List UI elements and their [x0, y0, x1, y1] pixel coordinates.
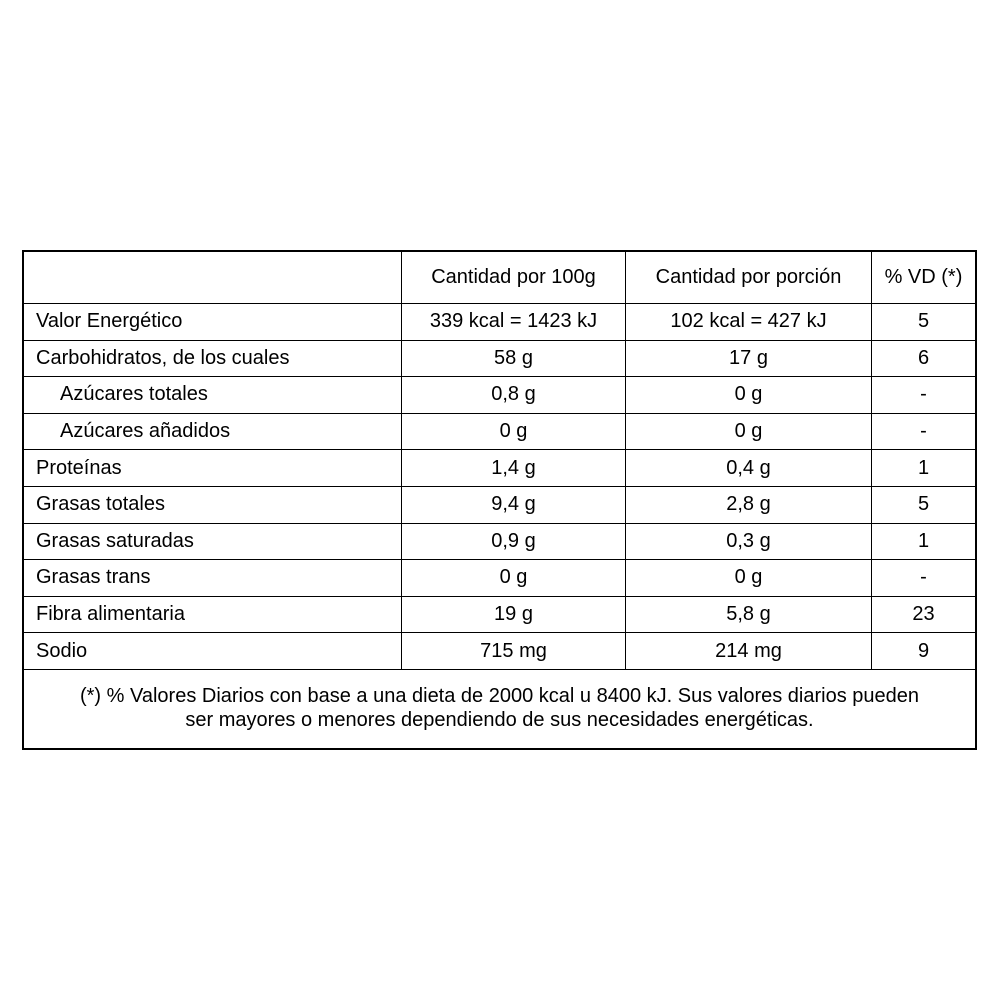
nutrient-name: Sodio	[24, 633, 402, 670]
daily-value-percent: 1	[872, 523, 976, 560]
table-row	[24, 304, 975, 341]
nutrient-name: Fibra alimentaria	[24, 596, 402, 633]
amount-per-100g: 19 g	[402, 596, 626, 633]
daily-value-percent: 6	[872, 340, 976, 377]
daily-value-percent: 9	[872, 633, 976, 670]
header-nutrient	[24, 252, 402, 304]
amount-per-100g: 9,4 g	[402, 486, 626, 523]
table-row	[24, 450, 975, 487]
table-row	[24, 560, 975, 597]
table-row	[24, 486, 975, 523]
header-daily-value: % VD (*)	[872, 252, 976, 304]
nutrition-facts-panel	[22, 250, 977, 750]
footnote-line-1: (*) % Valores Diarios con base a una dieta de 2000 kcal u 8400 kJ. Sus valores diarios pueden	[79, 684, 919, 707]
nutrient-name: Grasas totales	[24, 486, 402, 523]
amount-per-portion: 2,8 g	[626, 486, 872, 523]
table-body	[24, 304, 975, 670]
amount-per-portion: 0 g	[626, 377, 872, 414]
daily-value-percent: -	[872, 377, 976, 414]
amount-per-100g: 0 g	[402, 560, 626, 597]
table-row	[24, 633, 975, 670]
nutrient-name: Azúcares añadidos	[24, 413, 402, 450]
table-row	[24, 377, 975, 414]
table-row	[24, 340, 975, 377]
daily-value-percent: 23	[872, 596, 976, 633]
amount-per-100g: 0 g	[402, 413, 626, 450]
daily-value-percent: -	[872, 413, 976, 450]
amount-per-portion: 0 g	[626, 560, 872, 597]
header-per-100g: Cantidad por 100g	[402, 252, 626, 304]
amount-per-100g: 0,8 g	[402, 377, 626, 414]
amount-per-100g: 715 mg	[402, 633, 626, 670]
amount-per-100g: 339 kcal = 1423 kJ	[402, 304, 626, 341]
nutrient-name: Grasas trans	[24, 560, 402, 597]
table-header-row	[24, 252, 975, 304]
amount-per-100g: 1,4 g	[402, 450, 626, 487]
amount-per-portion: 102 kcal = 427 kJ	[626, 304, 872, 341]
daily-value-percent: 1	[872, 450, 976, 487]
table-row	[24, 413, 975, 450]
daily-value-footnote	[24, 670, 975, 732]
nutrient-name: Azúcares totales	[24, 377, 402, 414]
header-per-portion: Cantidad por porción	[626, 252, 872, 304]
footnote-line-2: ser mayores o menores dependiendo de sus necesidades energéticas.	[185, 708, 814, 731]
nutrient-name: Carbohidratos, de los cuales	[24, 340, 402, 377]
amount-per-portion: 17 g	[626, 340, 872, 377]
amount-per-portion: 214 mg	[626, 633, 872, 670]
amount-per-portion: 0 g	[626, 413, 872, 450]
table-row	[24, 523, 975, 560]
table-row	[24, 596, 975, 633]
daily-value-percent: -	[872, 560, 976, 597]
daily-value-percent: 5	[872, 486, 976, 523]
nutrient-name: Proteínas	[24, 450, 402, 487]
nutrient-name: Grasas saturadas	[24, 523, 402, 560]
amount-per-portion: 0,4 g	[626, 450, 872, 487]
daily-value-percent: 5	[872, 304, 976, 341]
amount-per-100g: 0,9 g	[402, 523, 626, 560]
nutrition-table	[24, 252, 975, 670]
amount-per-100g: 58 g	[402, 340, 626, 377]
amount-per-portion: 5,8 g	[626, 596, 872, 633]
nutrient-name: Valor Energético	[24, 304, 402, 341]
amount-per-portion: 0,3 g	[626, 523, 872, 560]
